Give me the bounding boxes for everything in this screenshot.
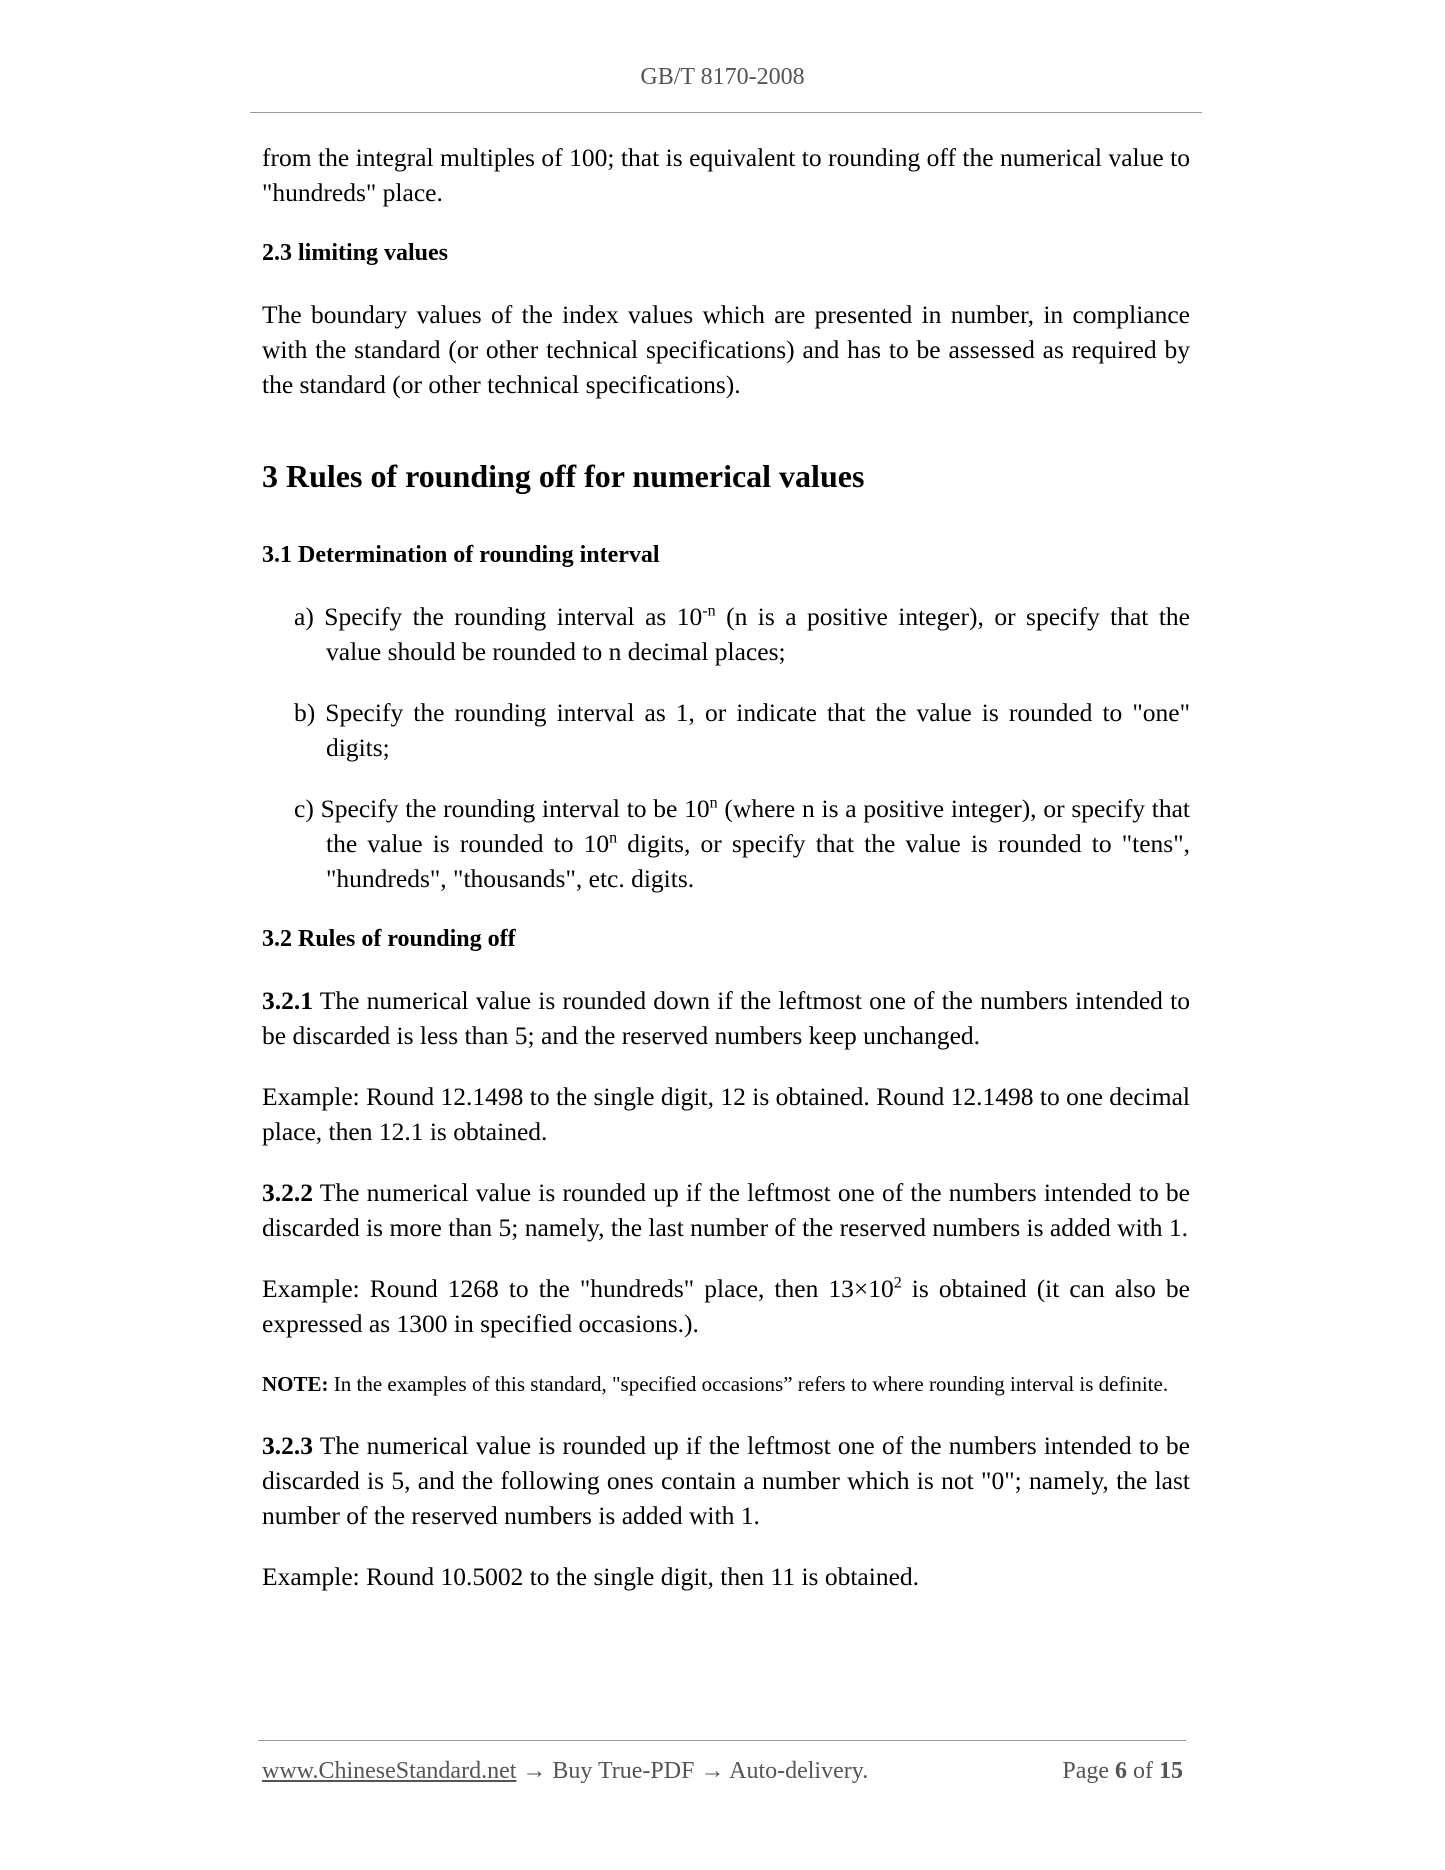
list-item-a-sup: -n — [702, 602, 716, 620]
section-3-1-heading: 3.1 Determination of rounding interval — [262, 542, 660, 568]
example-2-pre: Example: Round 1268 to the "hundreds" place, then 13×10 — [262, 1274, 894, 1303]
section-3-2-3-text: The numerical value is rounded up if the leftmost one of the numbers intended to be discarded is 5, and the following ones contain a number which is not "0"; namely, the last number of the reserved numbers is added with 1. — [262, 1431, 1190, 1530]
list-item-c-post: digits, or specify that the value is rounded to "tens", "hundreds", "thousands", etc. digits. — [326, 829, 1191, 893]
note-paragraph — [262, 1367, 1190, 1402]
page-current: 6 — [1115, 1758, 1127, 1784]
note-text: In the examples of this standard, "specified occasions” refers to where rounding interval is definite. — [328, 1372, 1169, 1396]
section-3-2-2-paragraph — [262, 1175, 1190, 1245]
list-item-c-sup1: n — [709, 794, 718, 812]
example-1-paragraph: Example: Round 12.1498 to the single digit, 12 is obtained. Round 12.1498 to one decimal place, then 12.1 is obtained. — [262, 1082, 1190, 1146]
page-number — [1062, 1758, 1183, 1785]
section-3-2-heading: 3.2 Rules of rounding off — [262, 926, 516, 952]
footer-links — [262, 1758, 868, 1785]
section-2-3-heading: 2.3 limiting values — [262, 240, 449, 266]
website-link[interactable]: www.ChineseStandard.net — [262, 1758, 517, 1784]
header-divider — [250, 112, 1202, 113]
example-3-paragraph: Example: Round 10.5002 to the single digit, then 11 is obtained. — [262, 1562, 920, 1591]
page-label: Page — [1062, 1758, 1109, 1784]
list-item-a — [294, 599, 1190, 669]
footer-divider — [258, 1740, 1186, 1741]
section-3-2-1-number: 3.2.1 — [262, 986, 313, 1015]
document-header-title: GB/T 8170-2008 — [640, 64, 805, 90]
document-body — [262, 140, 1190, 1594]
intro-paragraph: from the integral multiples of 100; that is equivalent to rounding off the numerical value to "hundreds" place. — [262, 143, 1190, 207]
page-of: of — [1133, 1758, 1153, 1784]
list-item-c-pre: c) Specify the rounding interval to be 10 — [294, 794, 710, 823]
list-item-c-mid: (where n is a positive integer), or specify that the value is rounded to 10 — [326, 794, 1190, 858]
footer-tail-text: → Buy True-PDF → Auto-delivery. — [516, 1758, 869, 1784]
list-item-a-pre: a) Specify the rounding interval as 10 — [294, 602, 703, 631]
example-2-paragraph — [262, 1271, 1190, 1341]
example-2-post: is obtained (it can also be expressed as 1300 in specified occasions.). — [262, 1274, 1190, 1338]
section-3-heading: 3 Rules of rounding off for numerical values — [262, 458, 865, 494]
section-3-2-3-paragraph — [262, 1428, 1190, 1533]
list-item-c — [294, 791, 1190, 896]
note-label: NOTE: — [262, 1372, 329, 1396]
list-item-a-post: (n is a positive integer), or specify that the value should be rounded to n decimal places; — [326, 602, 1191, 666]
page-total: 15 — [1159, 1758, 1183, 1784]
section-3-2-3-number: 3.2.3 — [262, 1431, 313, 1460]
section-3-2-1-paragraph — [262, 983, 1190, 1053]
list-item-b: b) Specify the rounding interval as 1, or indicate that the value is rounded to "one" digits; — [294, 698, 1190, 762]
example-2-sup: 2 — [893, 1274, 902, 1292]
section-3-2-2-number: 3.2.2 — [262, 1178, 313, 1207]
section-2-3-paragraph: The boundary values of the index values which are presented in number, in compliance with the standard (or other technical specifications) and has to be assessed as required by the standard (or other technical specifications). — [262, 300, 1190, 399]
section-3-2-1-text: The numerical value is rounded down if the leftmost one of the numbers intended to be discarded is less than 5; and the reserved numbers keep unchanged. — [262, 986, 1190, 1050]
list-item-c-sup2: n — [609, 829, 618, 847]
section-3-2-2-text: The numerical value is rounded up if the leftmost one of the numbers intended to be discarded is more than 5; namely, the last number of the reserved numbers is added with 1. — [262, 1178, 1190, 1242]
